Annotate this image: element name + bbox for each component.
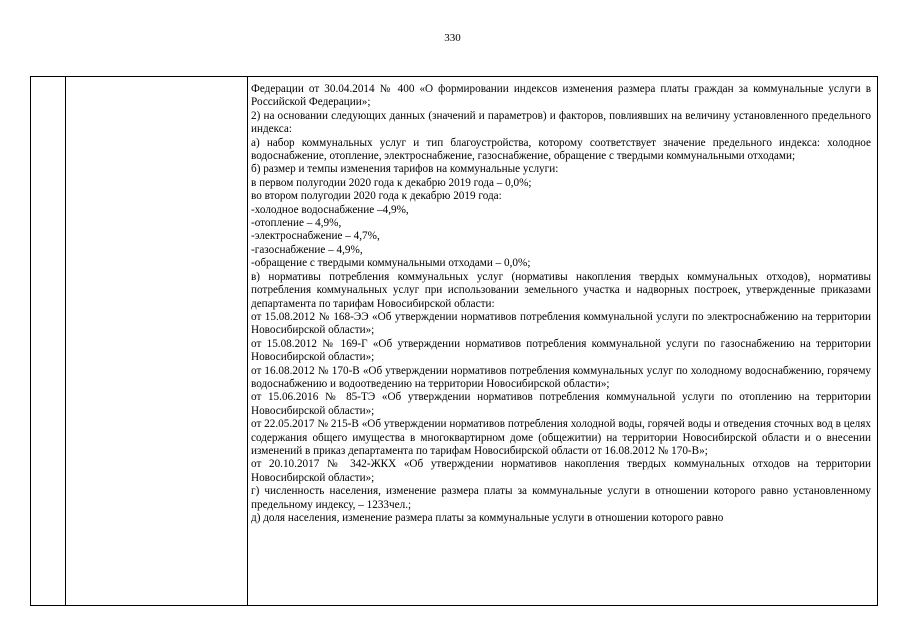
column-divider-1 xyxy=(65,77,66,605)
table-cell-text xyxy=(251,83,871,603)
column-divider-2 xyxy=(247,77,248,605)
paragraph: а) набор коммунальных услуг и тип благоустройства, которому соответствует значение предельного индекса: холодное водоснабжение, отопление, электроснабжение, газоснабжение, обращение с твердыми коммунальными отходами; xyxy=(251,136,871,163)
paragraph: от 16.08.2012 № 170-В «Об утверждении нормативов потребления коммунальных услуг по холодному водоснабжению, горячему водоснабжению и водоотведению на территории Новосибирской области»; xyxy=(251,364,871,390)
paragraph: 2) на основании следующих данных (значений и параметров) и факторов, повлиявших на величину установленного предельного индекса: xyxy=(251,109,871,136)
paragraph: во втором полугодии 2020 года к декабрю 2019 года: xyxy=(251,190,502,203)
page-number: 330 xyxy=(444,32,461,44)
paragraph: б) размер и темпы изменения тарифов на коммунальные услуги: xyxy=(251,163,559,176)
paragraph: д) доля населения, изменение размера платы за коммунальные услуги в отношении которого равно xyxy=(251,512,724,524)
list-item: -отопление – 4,9%, xyxy=(251,217,342,230)
paragraph: в) нормативы потребления коммунальных услуг (нормативы накопления твердых коммунальных отходов), нормативы потребления коммунальных услуг при использовании земельного участка и надворных построек, утвержденные приказами департамента по тарифам Новосибирской области: xyxy=(251,270,871,310)
paragraph: от 22.05.2017 № 215-В «Об утверждении нормативов потребления холодной воды, горячей воды и отведения сточных вод в целях содержания общего имущества в многоквартирном доме (общежитии) на территории Новосибирской области и о внесении изменений в приказ департамента по тарифам Новосибирской области от 16.08.2012 № 170-В»; xyxy=(251,418,871,457)
paragraph: от 15.08.2012 № 169-Г «Об утверждении нормативов потребления коммунальной услуги по газоснабжению на территории Новосибирской области»; xyxy=(251,337,871,364)
list-item: -газоснабжение – 4,9%, xyxy=(251,243,363,256)
paragraph: от 15.06.2016 № 85-ТЭ «Об утверждении нормативов потребления коммунальной услуги по отоплению на территории Новосибирской области»; xyxy=(251,391,871,417)
paragraph: в первом полугодии 2020 года к декабрю 2019 года – 0,0%; xyxy=(251,176,532,189)
paragraph: от 20.10.2017 № 342-ЖКХ «Об утверждении нормативов накопления твердых коммунальных отходов на территории Новосибирской области»; xyxy=(251,458,871,484)
document-table xyxy=(30,76,878,606)
list-item: -холодное водоснабжение –4,9%, xyxy=(251,203,409,216)
list-item: -электроснабжение – 4,7%, xyxy=(251,230,380,243)
paragraph: Федерации от 30.04.2014 № 400 «О формировании индексов изменения размера платы граждан за коммунальные услуги в Российской Федерации»; xyxy=(251,83,871,109)
paragraph: от 15.08.2012 № 168-ЭЭ «Об утверждении нормативов потребления коммунальной услуги по электроснабжению на территории Новосибирской области»; xyxy=(251,310,871,337)
paragraph: г) численность населения, изменение размера платы за коммунальные услуги в отношении которого равно установленному предельному индексу, – 1233чел.; xyxy=(251,485,871,511)
list-item: -обращение с твердыми коммунальными отходами – 0,0%; xyxy=(251,257,531,270)
